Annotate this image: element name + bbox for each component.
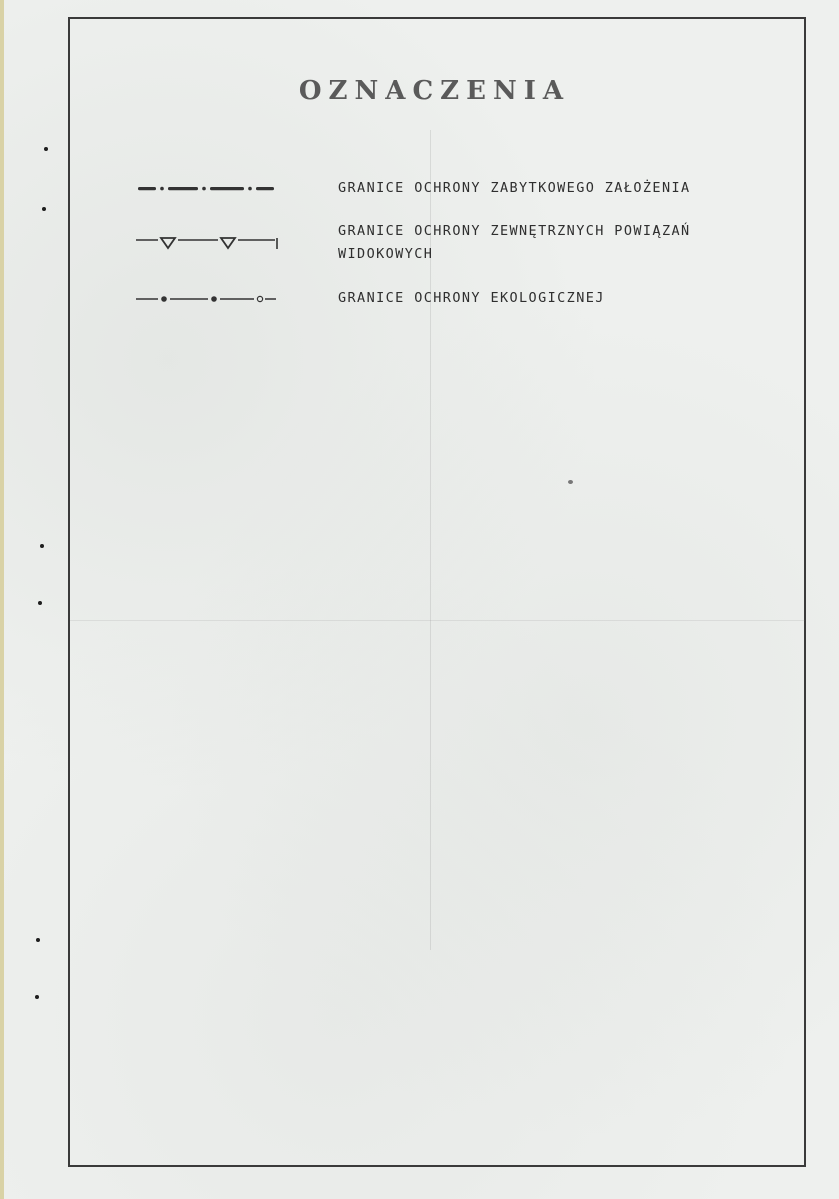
margin-speck — [38, 601, 42, 605]
legend-label: GRANICE OCHRONY EKOLOGICZNEJ — [338, 290, 605, 306]
legend-label: GRANICE OCHRONY ZEWNĘTRZNYCH POWIĄZAŃ — [338, 223, 691, 239]
legend-label-continued: WIDOKOWYCH — [338, 246, 434, 262]
margin-speck — [44, 147, 48, 151]
legend-label: GRANICE OCHRONY ZABYTKOWEGO ZAŁOŻENIA — [338, 180, 691, 196]
paper-speck — [568, 480, 573, 484]
legend-item-historic-layout — [0, 176, 839, 216]
page-title: OZNACZENIA — [298, 76, 571, 106]
circle-dot-line-icon — [132, 287, 282, 311]
margin-speck — [36, 938, 40, 942]
legend-item-ecological — [0, 286, 839, 326]
margin-speck — [35, 995, 39, 999]
triangle-line-icon — [132, 229, 282, 253]
margin-speck — [40, 544, 44, 548]
dash-dot-line-icon — [132, 177, 282, 201]
fold-line-horizontal — [70, 620, 805, 621]
legend-item-view-connections — [0, 220, 839, 260]
